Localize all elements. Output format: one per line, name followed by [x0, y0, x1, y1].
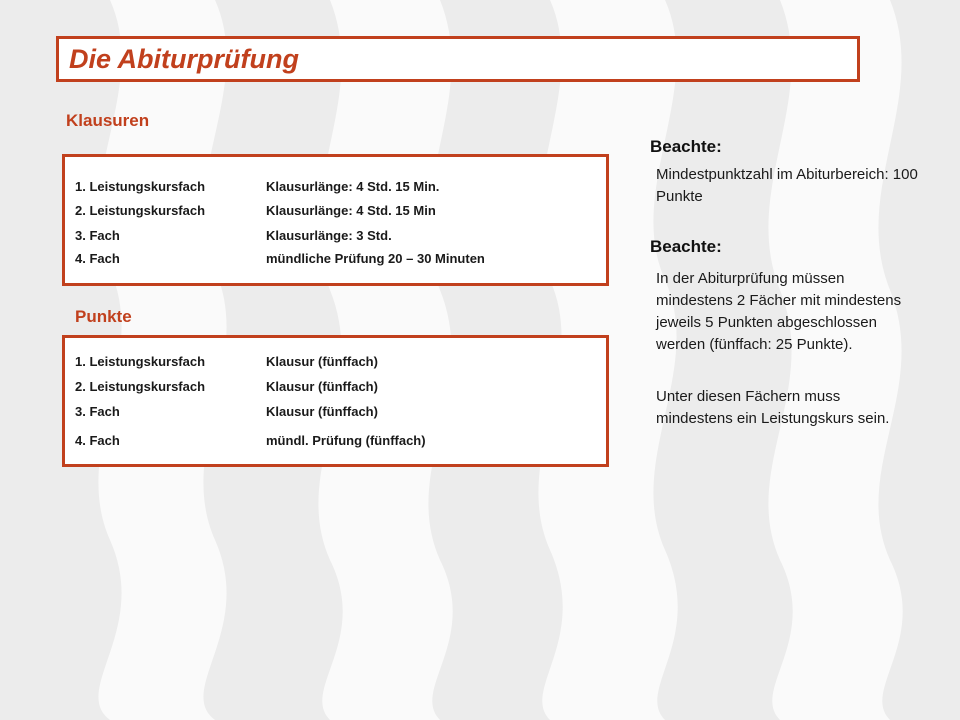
note-text: Unter diesen Fächern muss mindestens ein Leistungskurs sein. — [656, 388, 890, 427]
note-text: In der Abiturprüfung müssen mindestens 2 Fächer mit mindestens jeweils 5 Punkten abgeschlossen werden (fünffach: 25 Punkte). — [656, 270, 902, 353]
subject-cell: 3. Fach — [75, 228, 120, 243]
subject-cell: 1. Leistungskursfach — [75, 179, 206, 194]
punkte-table — [62, 335, 609, 467]
detail-cell: mündliche Prüfung 20 – 30 Minuten — [266, 251, 485, 266]
title-box — [56, 36, 860, 82]
detail-cell: Klausurlänge: 4 Std. 15 Min — [266, 203, 436, 218]
punkte-heading: Punkte — [75, 307, 132, 326]
klausuren-table — [62, 154, 609, 286]
subject-cell: 3. Fach — [75, 404, 120, 419]
subject-cell: 2. Leistungskursfach — [75, 203, 206, 218]
note-text: Mindestpunktzahl im Abiturbereich: 100 Punkte — [656, 166, 918, 205]
detail-cell: Klausur (fünffach) — [266, 404, 378, 419]
detail-cell: mündl. Prüfung (fünffach) — [266, 433, 426, 448]
subject-cell: 1. Leistungskursfach — [75, 354, 206, 369]
subject-cell: 2. Leistungskursfach — [75, 379, 206, 394]
subject-cell: 4. Fach — [75, 433, 120, 448]
detail-cell: Klausur (fünffach) — [266, 354, 378, 369]
klausuren-heading: Klausuren — [66, 111, 150, 130]
detail-cell: Klausurlänge: 4 Std. 15 Min. — [266, 179, 440, 194]
note-heading: Beachte: — [650, 237, 722, 256]
subject-cell: 4. Fach — [75, 251, 120, 266]
page-title: Die Abiturprüfung — [69, 44, 299, 74]
note-heading: Beachte: — [650, 137, 722, 156]
detail-cell: Klausur (fünffach) — [266, 379, 378, 394]
detail-cell: Klausurlänge: 3 Std. — [266, 228, 392, 243]
